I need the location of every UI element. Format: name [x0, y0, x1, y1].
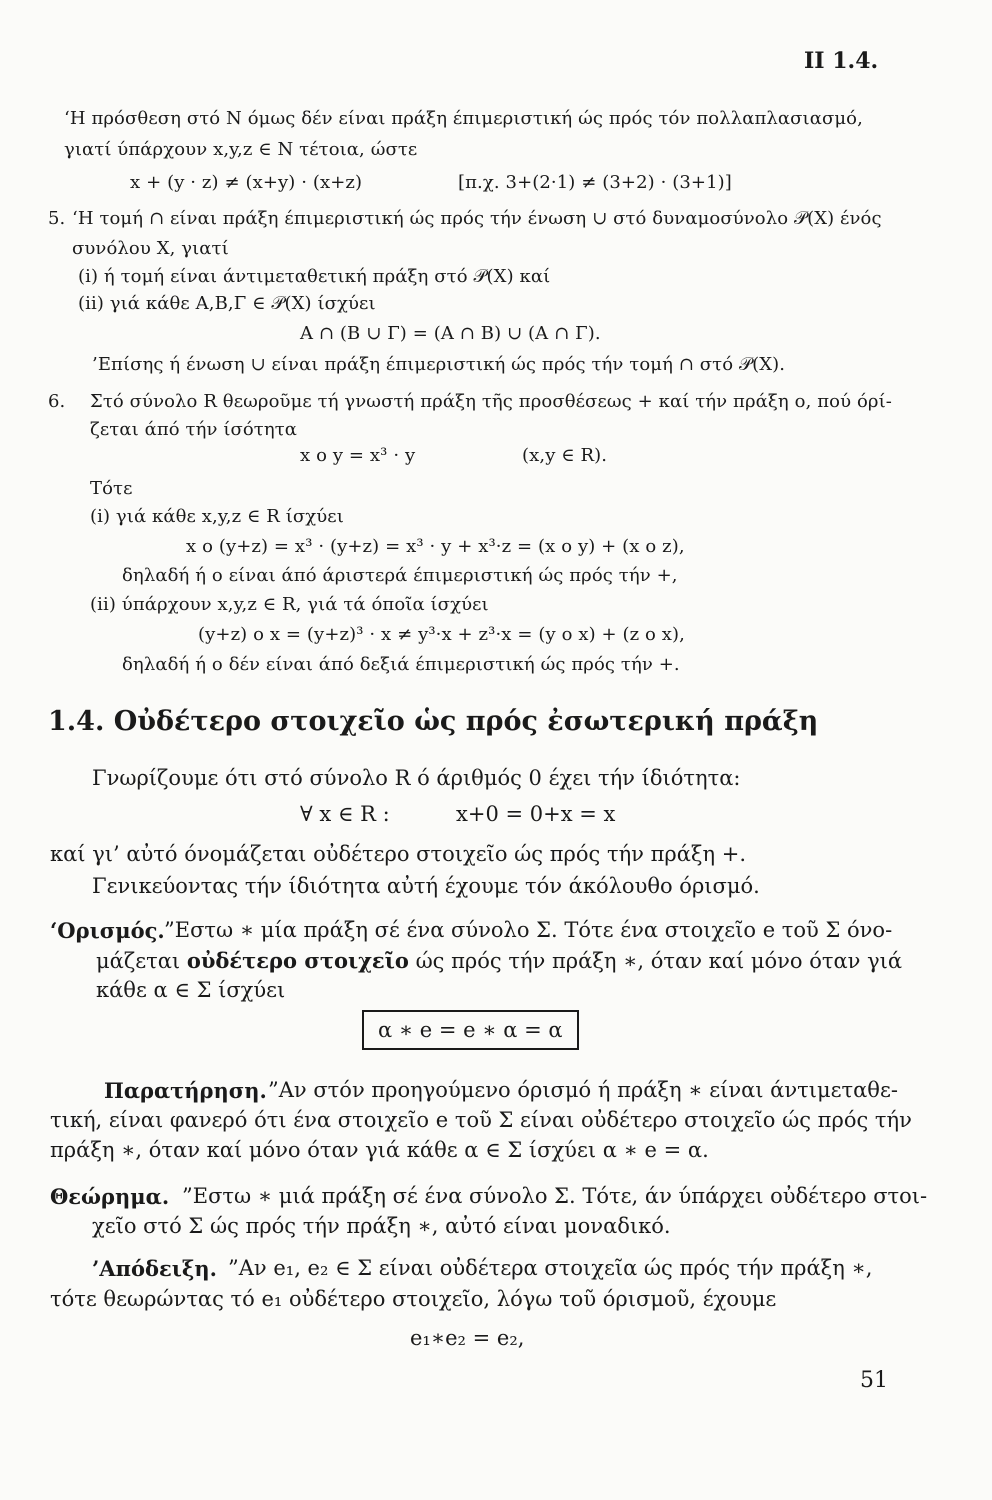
text-line: τότε θεωρώντας τό e₁ οὐδέτερο στοιχεῖο, λόγω τοῦ όρισμοῦ, έχουμε	[50, 1287, 777, 1311]
theorem-label: Θεώρημα.	[50, 1184, 170, 1209]
formula: e₁∗e₂ = e₂,	[410, 1326, 525, 1350]
text-line: καί γι’ αὐτό όνομάζεται οὐδέτερο στοιχεῖο ώς πρός τήν πράξη +.	[50, 842, 747, 866]
formula-quantifier: ∀ x ∈ R :	[300, 802, 390, 826]
page-number: 51	[860, 1368, 888, 1393]
text-line: ”Εστω ∗ μία πράξη σέ ένα σύνολο Σ. Τότε ένα στοιχεῖο e τοῦ Σ όνο-	[164, 918, 893, 942]
formula: (y+z) ο x = (y+z)³ · x ≠ y³·x + z³·x = (y ο x) + (z ο x),	[198, 624, 686, 645]
boxed-formula: α ∗ e = e ∗ α = α	[362, 1010, 579, 1050]
text-line: δηλαδή ή ο δέν είναι άπό δεξιά έπιμεριστική ώς πρός τήν +.	[122, 654, 680, 675]
text-line: ’Επίσης ή ένωση ∪ είναι πράξη έπιμεριστική ώς πρός τήν τομή ∩ στό 𝒫(X).	[92, 354, 786, 375]
section-title: 1.4. Οὐδέτερο στοιχεῖο ὡς πρός ἐσωτερική πράξη	[48, 706, 819, 737]
list-item: (i) γιά κάθε x,y,z ∈ R ίσχύει	[90, 506, 344, 527]
formula: x ο y = x³ · y	[300, 445, 416, 466]
item-number: 5.	[48, 208, 66, 229]
text-line: ‘Η πρόσθεση στό N όμως δέν είναι πράξη έπιμεριστική ώς πρός τόν πολλαπλασιασμό,	[64, 108, 863, 129]
text-line: ζεται άπό τήν ίσότητα	[90, 419, 298, 440]
list-item: (ii) ύπάρχουν x,y,z ∈ R, γιά τά όποῖα ίσχύει	[90, 594, 489, 615]
text-line: χεῖο στό Σ ώς πρός τήν πράξη ∗, αὐτό είναι μοναδικό.	[92, 1214, 671, 1238]
text-line: Τότε	[90, 478, 133, 499]
text-line: ”Αν e₁, e₂ ∈ Σ είναι οὐδέτερα στοιχεῖα ώς πρός τήν πράξη ∗,	[228, 1256, 873, 1280]
list-item: (i) ή τομή είναι άντιμεταθετική πράξη στό 𝒫(X) καί	[78, 266, 551, 287]
text-fragment: ώς πρός τήν πράξη ∗, όταν καί μόνο όταν γιά	[415, 949, 903, 973]
item-number: 6.	[48, 391, 66, 412]
formula: x+0 = 0+x = x	[456, 802, 616, 826]
definition-label: ‘Ορισμός.	[50, 918, 165, 943]
remark-label: Παρατήρηση.	[104, 1078, 267, 1103]
text-line: Γνωρίζουμε ότι στό σύνολο R ό άριθμός 0 έχει τήν ίδιότητα:	[92, 766, 741, 790]
text-line: ”Εστω ∗ μιά πράξη σέ ένα σύνολο Σ. Τότε, άν ύπάρχει οὐδέτερο στοι-	[182, 1184, 928, 1208]
text-line: τική, είναι φανερό ότι ένα στοιχεῖο e τοῦ Σ είναι οὐδέτερο στοιχεῖο ώς πρός τήν	[50, 1108, 912, 1132]
text-line	[96, 948, 902, 973]
text-line: ”Αν στόν προηγούμενο όρισμό ή πράξη ∗ είναι άντιμεταθε-	[268, 1078, 898, 1102]
text-line: γιατί ύπάρχουν x,y,z ∈ N τέτοια, ώστε	[64, 139, 418, 160]
text-line: ‘Η τομή ∩ είναι πράξη έπιμεριστική ώς πρός τήν ένωση ∪ στό δυναμοσύνολο 𝒫(X) ένός	[72, 208, 882, 229]
text-line: κάθε α ∈ Σ ίσχύει	[96, 978, 286, 1002]
formula: x ο (y+z) = x³ · (y+z) = x³ · y + x³·z = (x ο y) + (x ο z),	[186, 536, 685, 557]
text-line: πράξη ∗, όταν καί μόνο όταν γιά κάθε α ∈ Σ ίσχύει α ∗ e = α.	[50, 1138, 709, 1162]
formula: A ∩ (B ∪ Γ) = (A ∩ B) ∪ (A ∩ Γ).	[300, 323, 601, 344]
list-item: (ii) γιά κάθε A,B,Γ ∈ 𝒫(X) ίσχύει	[78, 293, 376, 314]
formula: x + (y · z) ≠ (x+y) · (x+z)	[130, 172, 363, 193]
text-line: Στό σύνολο R θεωροῦμε τή γνωστή πράξη τῆς προσθέσεως + καί τήν πράξη ο, πού όρί-	[90, 391, 892, 412]
formula-example: [π.χ. 3+(2·1) ≠ (3+2) · (3+1)]	[458, 172, 732, 193]
formula-domain: (x,y ∈ R).	[522, 445, 608, 466]
text-line: δηλαδή ή ο είναι άπό άριστερά έπιμεριστική ώς πρός τήν +,	[122, 565, 678, 586]
text-fragment: μάζεται	[96, 949, 181, 973]
proof-label: ’Απόδειξη.	[92, 1256, 217, 1281]
text-line: Γενικεύοντας τήν ίδιότητα αὐτή έχουμε τόν άκόλουθο όρισμό.	[92, 874, 760, 898]
text-line: συνόλου X, γιατί	[72, 238, 229, 259]
running-head: II 1.4.	[804, 48, 879, 74]
term-bold: οὐδέτερο στοιχεῖο	[186, 948, 409, 973]
